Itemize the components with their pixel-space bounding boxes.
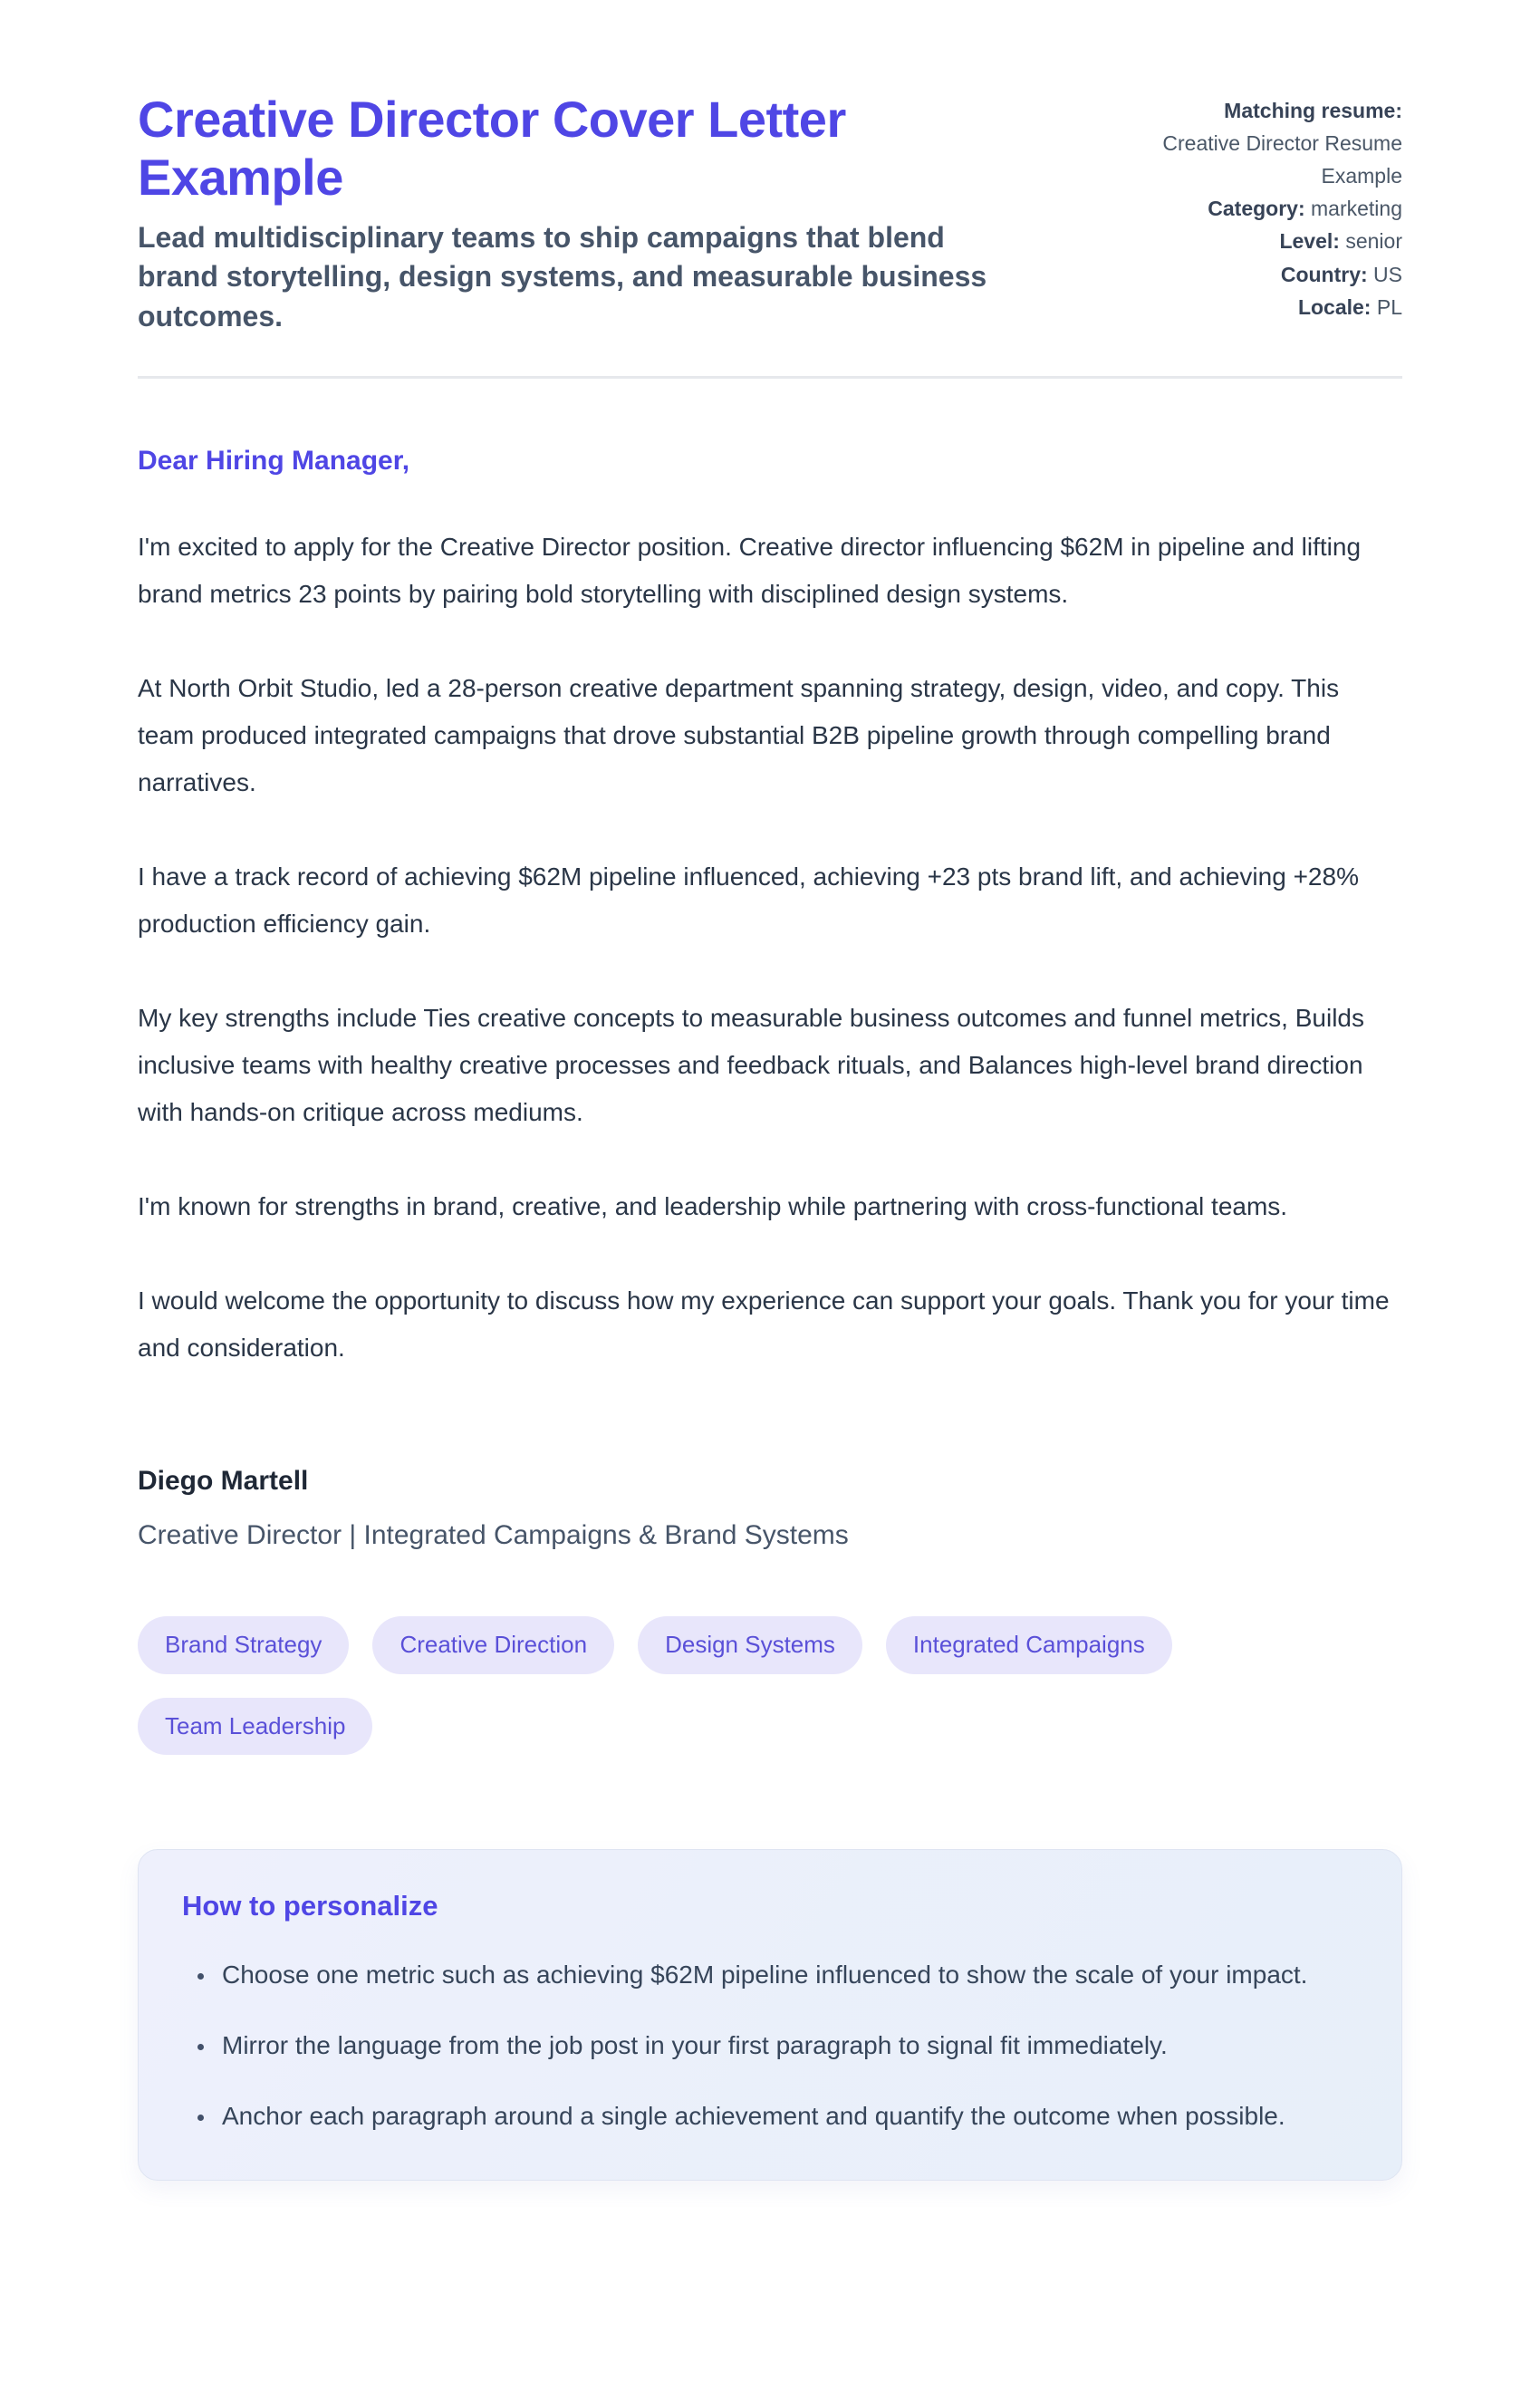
letter-paragraph: I have a track record of achieving $62M pipeline influenced, achieving +23 pts brand lift, and achieving +28% production efficiency gain. (138, 862, 1359, 939)
meta-matching-resume-row (1156, 94, 1402, 192)
how-to-personalize-card (138, 1849, 1402, 2181)
skill-tag-chip[interactable]: Integrated Campaigns (886, 1616, 1172, 1673)
meta-matching-resume-label: Matching resume: (1224, 99, 1402, 122)
skill-tag-chip[interactable]: Team Leadership (138, 1698, 372, 1755)
meta-country-row (1156, 258, 1402, 291)
meta-category-value: marketing (1311, 197, 1402, 221)
signature-title: Creative Director | Integrated Campaigns & Brand Systems (138, 1520, 849, 1551)
skill-tag-chip[interactable]: Design Systems (638, 1616, 862, 1673)
letter-paragraph: I'm excited to apply for the Creative Director position. Creative director influencing $62M in pipeline and lifting brand metrics 23 points by pairing bold storytelling with disciplined design systems. (138, 533, 1362, 609)
meta-locale-label: Locale: (1297, 294, 1372, 319)
meta-locale-value: PL (1376, 294, 1402, 319)
skill-tag-chip[interactable]: Brand Strategy (138, 1616, 349, 1673)
letter-paragraph: My key strengths include Ties creative concepts to measurable business outcomes and funnel metrics, Builds inclusive teams with healthy creative processes and feedback rituals, and Balances high-level brand direction with hands-on critique across mediums. (138, 1004, 1364, 1127)
tip-item: • Anchor each paragraph around a single achievement and quantify the outcome when possible. (217, 2093, 1358, 2140)
tips-list (182, 1951, 1358, 2140)
tip-item: • Choose one metric such as achieving $62M pipeline influenced to show the scale of your impact. (217, 1951, 1358, 1999)
meta-category-label: Category: (1208, 197, 1305, 221)
page-container (138, 0, 1402, 2181)
letter-paragraph: At North Orbit Studio, led a 28-person creative department spanning strategy, design, video, and copy. This team produced integrated campaigns that drove substantial B2B pipeline growth through compelling brand narratives. (138, 674, 1340, 797)
page-subtitle: Lead multidisciplinary teams to ship campaigns that blend brand storytelling, design systems, and measurable business outcomes. (138, 220, 987, 332)
skill-tags-row (138, 1616, 1402, 1754)
meta-country-value: US (1373, 262, 1402, 286)
meta-level-label: Level: (1279, 229, 1340, 254)
signature-name: Diego Martell (138, 1466, 309, 1497)
letter-greeting: Dear Hiring Manager, (138, 446, 410, 477)
cover-letter-body (138, 446, 1402, 1551)
page-header (138, 91, 1402, 336)
tips-heading: How to personalize (182, 1889, 438, 1922)
meta-matching-resume-value: Creative Director Resume Example (1162, 131, 1402, 188)
meta-panel (1156, 94, 1402, 323)
meta-country-label: Country: (1280, 262, 1368, 286)
skill-tag-chip[interactable]: Creative Direction (372, 1616, 614, 1673)
header-divider (138, 376, 1402, 379)
meta-locale-row (1156, 291, 1402, 323)
header-title-block (138, 91, 1044, 336)
meta-category-row (1156, 192, 1402, 225)
letter-paragraph: I would welcome the opportunity to discuss how my experience can support your goals. Thank you for your time and consideration. (138, 1286, 1390, 1363)
page-title: Creative Director Cover Letter Example (138, 91, 846, 207)
meta-level-value: senior (1345, 229, 1402, 254)
meta-level-row (1156, 225, 1402, 257)
tip-item: • Mirror the language from the job post in your first paragraph to signal fit immediately. (217, 2022, 1358, 2069)
letter-paragraph: I'm known for strengths in brand, creative, and leadership while partnering with cross-functional teams. (138, 1192, 1288, 1221)
